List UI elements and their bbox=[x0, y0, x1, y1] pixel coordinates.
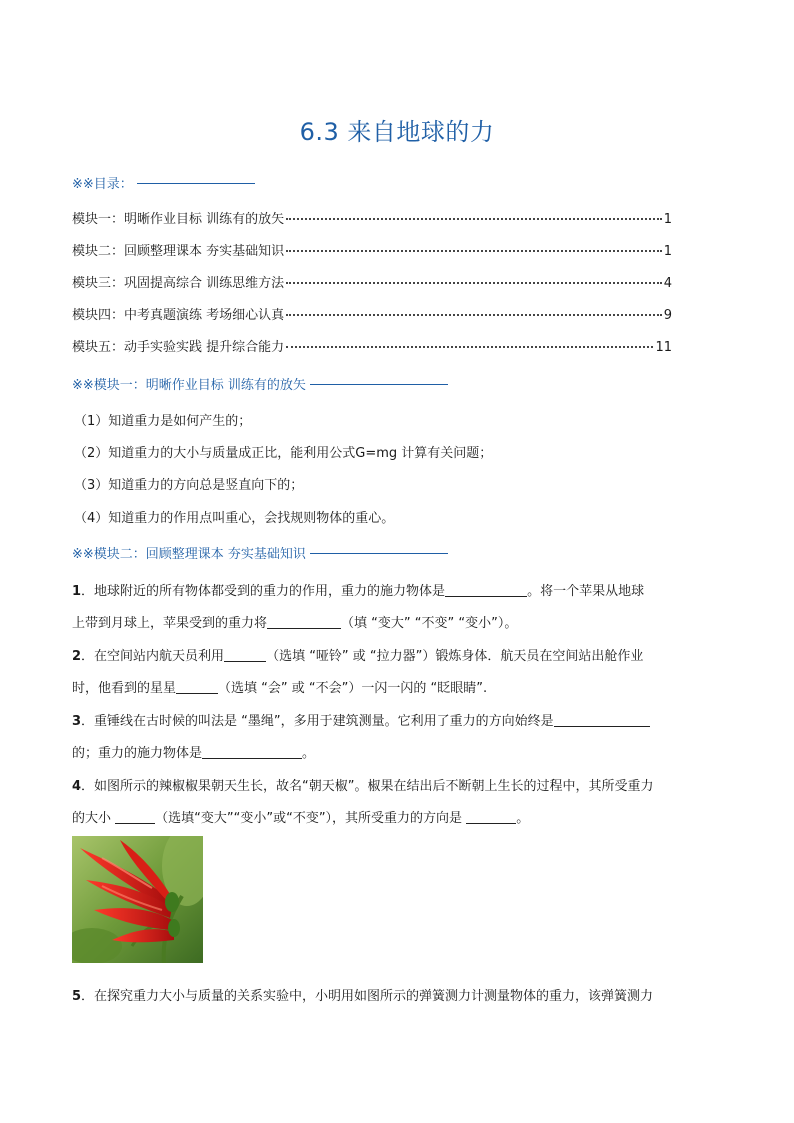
question-text: 的；重力的施力物体是 bbox=[72, 746, 203, 761]
question-3-line-2 bbox=[72, 742, 315, 761]
question-text: 的大小 bbox=[72, 811, 116, 826]
toc-label: 模块一：明晰作业目标 训练有的放矢 bbox=[72, 212, 285, 227]
toc-page: 11 bbox=[655, 340, 672, 355]
objective-2: （2）知道重力的大小与质量成正比，能利用公式G=mg 计算有关问题； bbox=[74, 446, 493, 461]
question-number: 5 bbox=[72, 989, 82, 1004]
toc-label: 模块四：中考真题演练 考场细心认真 bbox=[72, 308, 285, 323]
question-text: （选填 “哑铃” 或 “拉力器”）锻炼身体．航天员在空间站出舱作业 bbox=[266, 649, 644, 664]
toc-page: 4 bbox=[663, 276, 672, 291]
toc-row-3[interactable] bbox=[72, 272, 672, 291]
question-text: 上带到月球上，苹果受到的重力将 bbox=[72, 616, 268, 631]
toc-row-4[interactable] bbox=[72, 304, 672, 323]
toc-label: 模块三：巩固提高综合 训练思维方法 bbox=[72, 276, 285, 291]
answer-blank-8[interactable] bbox=[466, 810, 516, 824]
answer-blank-6[interactable] bbox=[202, 745, 302, 759]
chili-pepper-image bbox=[72, 836, 203, 963]
toc-page: 1 bbox=[663, 212, 672, 227]
module2-heading-rule bbox=[310, 553, 448, 554]
question-text: 。 bbox=[302, 746, 316, 761]
toc-row-5[interactable] bbox=[72, 336, 672, 355]
question-text: 。 bbox=[516, 811, 530, 826]
question-number: 4 bbox=[72, 779, 82, 794]
question-text: （选填 “会” 或 “不会”）一闪一闪的 “眨眼睛”. bbox=[218, 681, 488, 696]
question-text: ．如图所示的辣椒椒果朝天生长，故名“朝天椒”。椒果在结出后不断朝上生长的过程中，其所受重力 bbox=[81, 779, 654, 794]
toc-row-2[interactable] bbox=[72, 240, 672, 259]
objective-3: （3）知道重力的方向总是竖直向下的； bbox=[74, 478, 304, 493]
toc-page: 1 bbox=[663, 244, 672, 259]
objective-1: （1）知道重力是如何产生的； bbox=[74, 414, 252, 429]
question-4-line-1 bbox=[72, 775, 654, 794]
toc-label: 模块五：动手实验实践 提升综合能力 bbox=[72, 340, 285, 355]
question-text: （选填“变大”“变小”或“不变”），其所受重力的方向是 bbox=[155, 811, 467, 826]
toc-heading-text: ※※目录： bbox=[72, 177, 133, 192]
toc-leader bbox=[286, 346, 653, 348]
toc-leader bbox=[286, 250, 662, 252]
toc-leader bbox=[286, 218, 662, 220]
question-text: ．重锤线在古时候的叫法是 “墨绳”，多用于建筑测量。它利用了重力的方向始终是 bbox=[81, 714, 554, 729]
question-number: 2 bbox=[72, 649, 82, 664]
question-4-line-2 bbox=[72, 807, 529, 826]
question-text: 时，他看到的星星 bbox=[72, 681, 177, 696]
module1-heading-text: ※※模块一：明晰作业目标 训练有的放矢 bbox=[72, 378, 306, 393]
question-1-line-2 bbox=[72, 612, 517, 631]
question-3-line-1 bbox=[72, 710, 650, 729]
toc-heading-rule bbox=[137, 183, 255, 184]
question-text: ．在空间站内航天员利用 bbox=[81, 649, 225, 664]
answer-blank-2[interactable] bbox=[267, 615, 341, 629]
toc-row-1[interactable] bbox=[72, 208, 672, 227]
answer-blank-5[interactable] bbox=[554, 713, 650, 727]
question-number: 1 bbox=[72, 584, 82, 599]
chili-pepper-illustration bbox=[72, 836, 203, 963]
toc-leader bbox=[286, 282, 662, 284]
toc-label: 模块二：回顾整理课本 夯实基础知识 bbox=[72, 244, 285, 259]
module1-heading-rule bbox=[310, 384, 448, 385]
module1-heading bbox=[72, 374, 448, 393]
toc-leader bbox=[286, 314, 662, 316]
answer-blank-1[interactable] bbox=[445, 583, 527, 597]
answer-blank-7[interactable] bbox=[115, 810, 155, 824]
module2-heading bbox=[72, 543, 448, 562]
question-1-line-1 bbox=[72, 580, 644, 599]
toc-heading bbox=[72, 173, 255, 192]
question-text: （填 “变大” “不变” “变小”）。 bbox=[341, 616, 518, 631]
question-5-line-1 bbox=[72, 985, 653, 1004]
question-2-line-1 bbox=[72, 645, 643, 664]
answer-blank-3[interactable] bbox=[224, 648, 266, 662]
answer-blank-4[interactable] bbox=[176, 680, 218, 694]
question-number: 3 bbox=[72, 714, 82, 729]
question-2-line-2 bbox=[72, 677, 487, 696]
page-title: 6.3 来自地球的力 bbox=[299, 118, 495, 146]
module2-heading-text: ※※模块二：回顾整理课本 夯实基础知识 bbox=[72, 547, 306, 562]
question-text: ．地球附近的所有物体都受到的重力的作用，重力的施力物体是 bbox=[81, 584, 446, 599]
question-text: 。将一个苹果从地球 bbox=[527, 584, 645, 599]
objective-4: （4）知道重力的作用点叫重心，会找规则物体的重心。 bbox=[74, 511, 395, 526]
toc-page: 9 bbox=[663, 308, 672, 323]
question-text: ．在探究重力大小与质量的关系实验中，小明用如图所示的弹簧测力计测量物体的重力，该弹簧测力 bbox=[81, 989, 654, 1004]
